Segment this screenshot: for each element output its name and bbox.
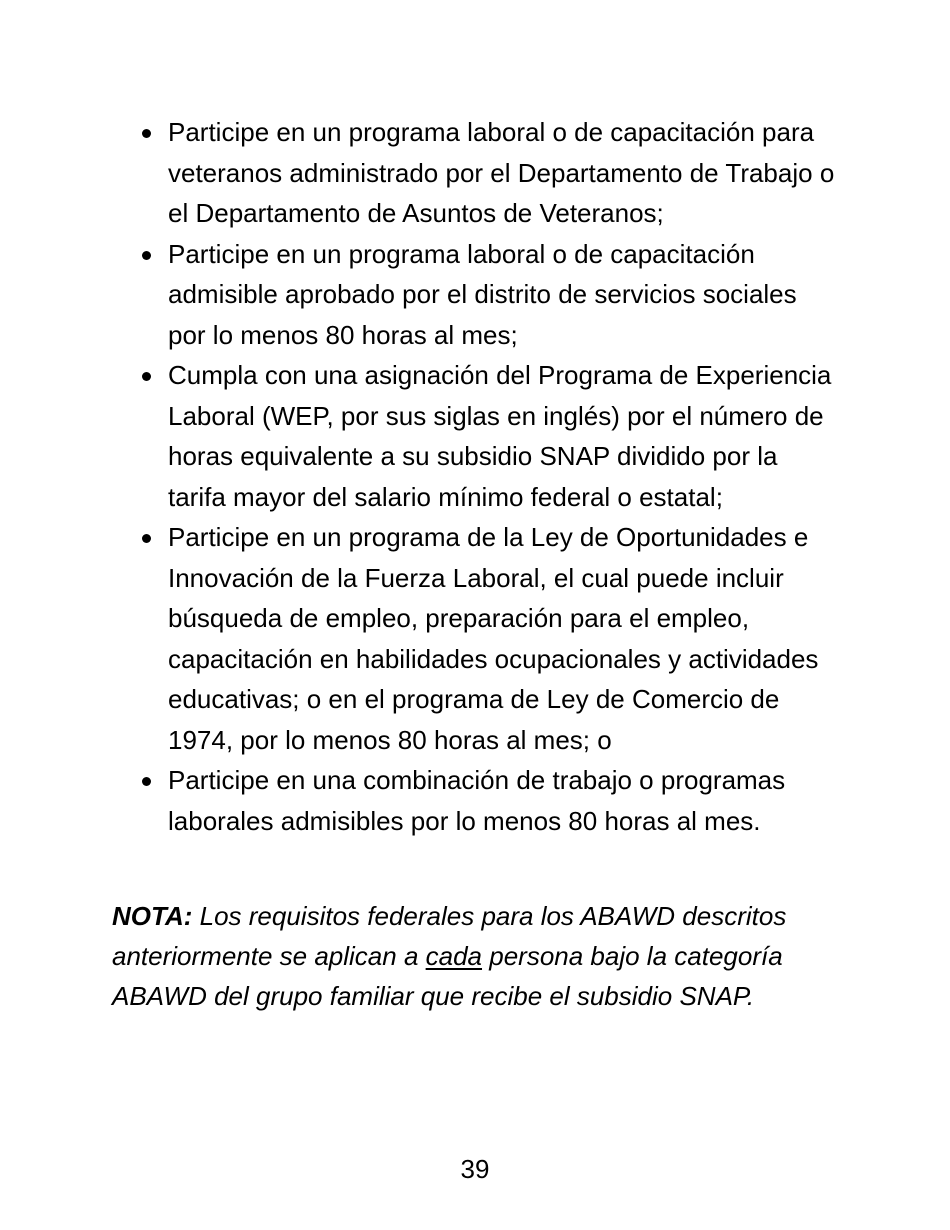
page-number: 39 [460, 1154, 490, 1184]
bullet-icon [142, 534, 151, 543]
list-item [140, 517, 840, 760]
note-text-after: persona bajo la categoría ABAWD del grupo familiar que recibe el subsidio SNAP. [112, 941, 783, 1011]
note-paragraph [112, 896, 842, 1016]
list-item-text: Participe en un programa de la Ley de Oportunidades e Innovación de la Fuerza Laboral, el cual puede incluir búsqueda de empleo, preparación para el empleo, capacitación en habilidades ocupacionales y actividades educativas; o en el programa de Ley de Comercio de 1974, por lo menos 80 horas al mes; o [168, 522, 819, 755]
bullet-icon [142, 251, 151, 260]
bullet-icon [142, 129, 151, 138]
list-item [140, 234, 840, 356]
list-item-text: Participe en una combinación de trabajo o programas laborales admisibles por lo menos 80 horas al mes. [168, 765, 786, 836]
list-item [140, 760, 840, 841]
note-text-before: Los requisitos federales para los ABAWD descritos anteriormente se aplican a [112, 901, 787, 971]
bullet-icon [142, 372, 151, 381]
list-item-text: Participe en un programa laboral o de capacitación admisible aprobado por el distrito de servicios sociales por lo menos 80 horas al mes; [168, 238, 797, 350]
bullet-icon [142, 777, 151, 786]
list-item-text: Participe en un programa laboral o de capacitación para veteranos administrado por el Departamento de Trabajo o el Departamento de Asuntos de Veteranos; [168, 117, 835, 228]
list-item [140, 112, 840, 234]
requirements-list [140, 112, 840, 841]
list-item [140, 355, 840, 517]
note-underlined-word: cada [425, 941, 483, 971]
note-label: NOTA: [112, 901, 193, 931]
list-item-text: Cumpla con una asignación del Programa de Experiencia Laboral (WEP, por sus siglas en inglés) por el número de horas equivalente a su subsidio SNAP dividido por la tarifa mayor del salario mínimo federal o estatal; [168, 360, 832, 512]
